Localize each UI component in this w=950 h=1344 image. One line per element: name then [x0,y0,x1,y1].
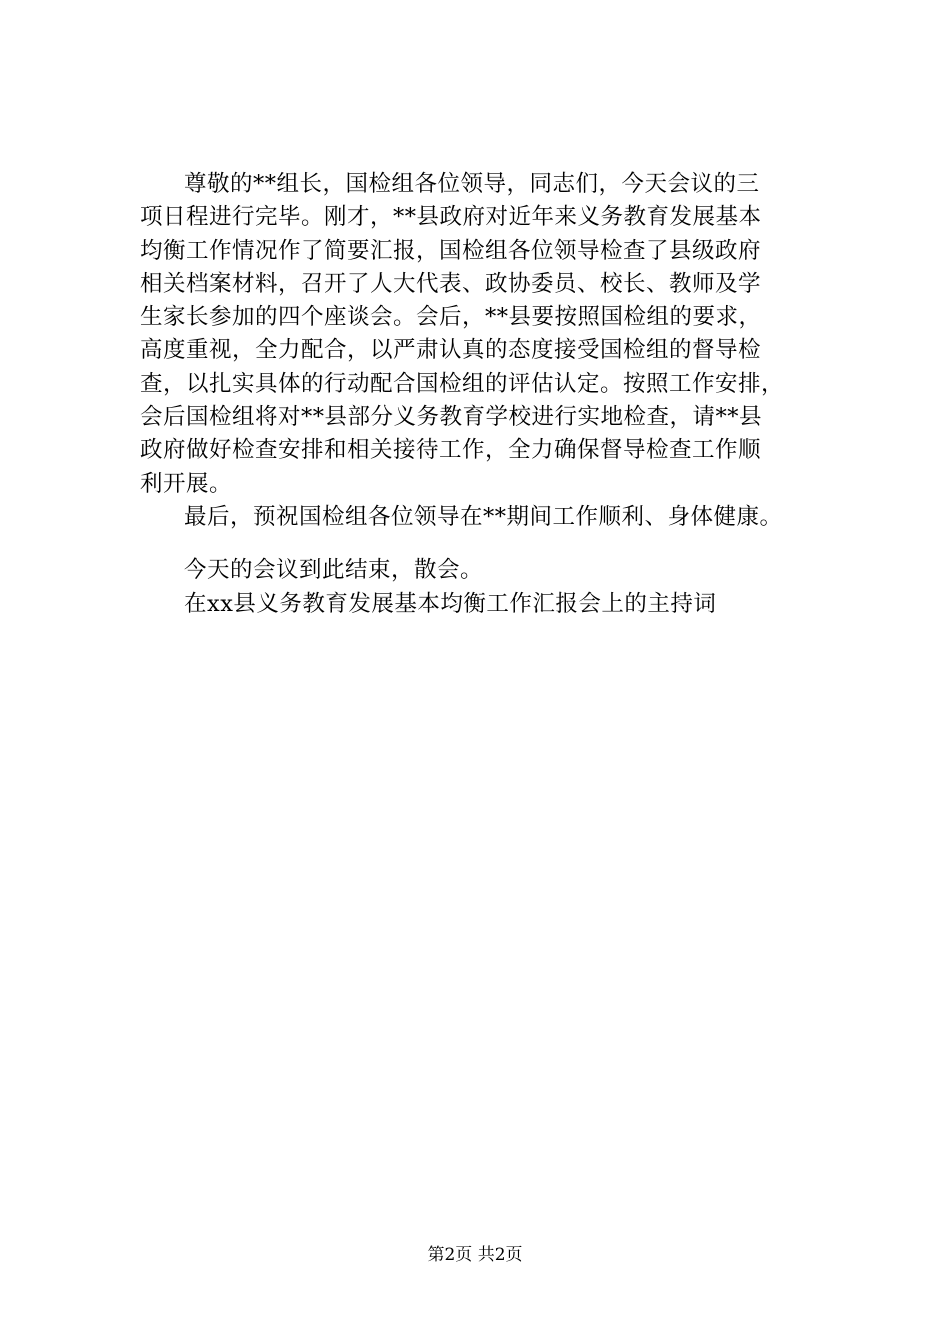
paragraph-line: 相关档案材料，召开了人大代表、政协委员、校长、教师及学 [140,270,762,297]
paragraph-line: 政府做好检查安排和相关接待工作，全力确保督导检查工作顺 [140,437,762,464]
page-number-footer: 第2页 共2页 [427,1245,523,1265]
paragraph-line: 项日程进行完毕。刚才，**县政府对近年来义务教育发展基本 [140,204,762,231]
paragraph-line: 会后国检组将对**县部分义务教育学校进行实地检查，请**县 [140,404,763,431]
document-title-line: 在xx县义务教育发展基本均衡工作汇报会上的主持词 [184,590,717,617]
paragraph-line: 生家长参加的四个座谈会。会后，**县要按照国检组的要求， [140,304,762,331]
paragraph-line: 利开展。 [140,470,233,497]
closing-remark: 今天的会议到此结束，散会。 [184,557,484,584]
paragraph-spacer [140,534,860,554]
paragraph-line: 均衡工作情况作了简要汇报，国检组各位领导检查了县级政府 [140,237,762,264]
paragraph-line: 高度重视，全力配合，以严肃认真的态度接受国检组的督导检 [140,337,762,364]
closing-wishes-paragraph: 最后，预祝国检组各位领导在**期间工作顺利、身体健康。 [184,503,783,530]
paragraph-line: 尊敬的**组长，国检组各位领导，同志们，今天会议的三 [184,171,760,197]
document-body [140,168,860,621]
paragraph-line: 查，以扎实具体的行动配合国检组的评估认定。按照工作安排， [140,370,785,397]
